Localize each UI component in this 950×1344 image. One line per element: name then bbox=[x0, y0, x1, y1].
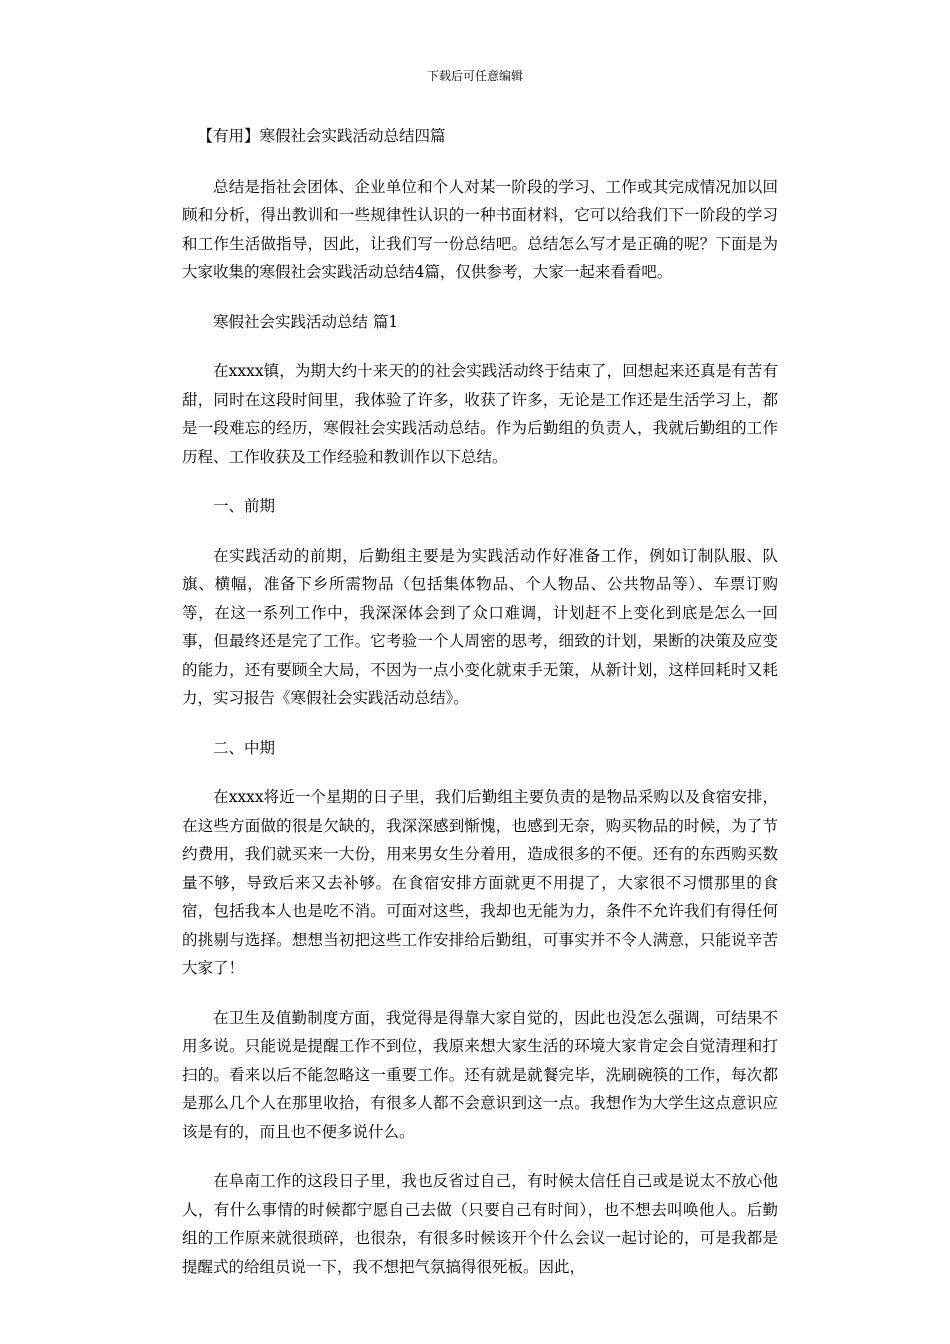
body-paragraph: 在阜南工作的这段日子里，我也反省过自己，有时候太信任自己或是说太不放心他人，有什么事情的时候都宁愿自己去做（只要自己有时间），也不想去叫唤他人。后勤组的工作原来就很琐碎，也很杂，有很多时候该开个什么会议一起讨论的，可是我都是提醒式的给组员说一下，我不想把气氛搞得很死板。因此， bbox=[182, 1172, 778, 1276]
section-heading-middle: 二、中期 bbox=[213, 738, 276, 757]
body-paragraph: 在xxxx将近一个星期的日子里，我们后勤组主要负责的是物品采购以及食宿安排，在这些方面做的很是欠缺的，我深深感到惭愧，也感到无奈，购买物品的时候，为了节约费用，我们就买来一大份，用来男女生分着用，造成很多的不便。还有的东西购买数量不够，导致后来又去补够。在食宿安排方面就更不用提了，大家很不习惯那里的食宿，包括我本人也是吃不消。可面对这些，我却也无能为力，条件不允许我们有得任何的挑剔与选择。想想当初把这些工作安排给后勤组，可事实并不令人满意，只能说辛苦大家了！ bbox=[182, 788, 778, 977]
header-note: 下载后可任意编辑 bbox=[426, 69, 523, 83]
body-paragraph: 在卫生及值勤制度方面，我觉得是得靠大家自觉的，因此也没怎么强调，可结果不用多说。只能说是提醒工作不到位，我原来想大家生活的环境大家肯定会自觉清理和打扫的。看来以后不能忽略这一重要工作。还有就是就餐完毕，洗刷碗筷的工作，每次都是那么几个人在那里收拾，有很多人都不会意识到这一点。我想作为大学生这点意识应该是有的，而且也不便多说什么。 bbox=[182, 1008, 778, 1141]
document-title: 【有用】寒假社会实践活动总结四篇 bbox=[197, 127, 446, 145]
body-paragraph: 在实践活动的前期，后勤组主要是为实践活动作好准备工作，例如订制队服、队旗、横幅，准备下乡所需物品（包括集体物品、个人物品、公共物品等）、车票订购等，在这一系列工作中，我深深体会到了众口难调，计划赶不上变化到底是怎么一回事，但最终还是完了工作。它考验一个人周密的思考，细致的计划，果断的决策及应变的能力，还有要顾全大局，不因为一点小变化就束手无策，从新计划，这样回耗时又耗力，实习报告《寒假社会实践活动总结》。 bbox=[182, 546, 778, 707]
document-body bbox=[182, 122, 778, 1302]
intro-paragraph: 总结是指社会团体、企业单位和个人对某一阶段的学习、工作或其完成情况加以回顾和分析，得出教训和一些规律性认识的一种书面材料，它可以给我们下一阶段的学习和工作生活做指导，因此，让我们写一份总结吧。总结怎么写才是正确的呢？下面是为大家收集的寒假社会实践活动总结4篇，仅供参考，大家一起来看看吧。 bbox=[182, 177, 778, 281]
section-heading-part1: 寒假社会实践活动总结 篇1 bbox=[213, 312, 399, 331]
section-heading-early: 一、前期 bbox=[213, 497, 276, 515]
body-paragraph: 在xxxx镇，为期大约十来天的的社会实践活动终于结束了，回想起来还真是有苦有甜，同时在这段时间里，我体验了许多，收获了许多，无论是工作还是生活学习上，都是一段难忘的经历，寒假社会实践活动总结。作为后勤组的负责人，我就后勤组的工作历程、工作收获及工作经验和教训作以下总结。 bbox=[182, 362, 778, 466]
